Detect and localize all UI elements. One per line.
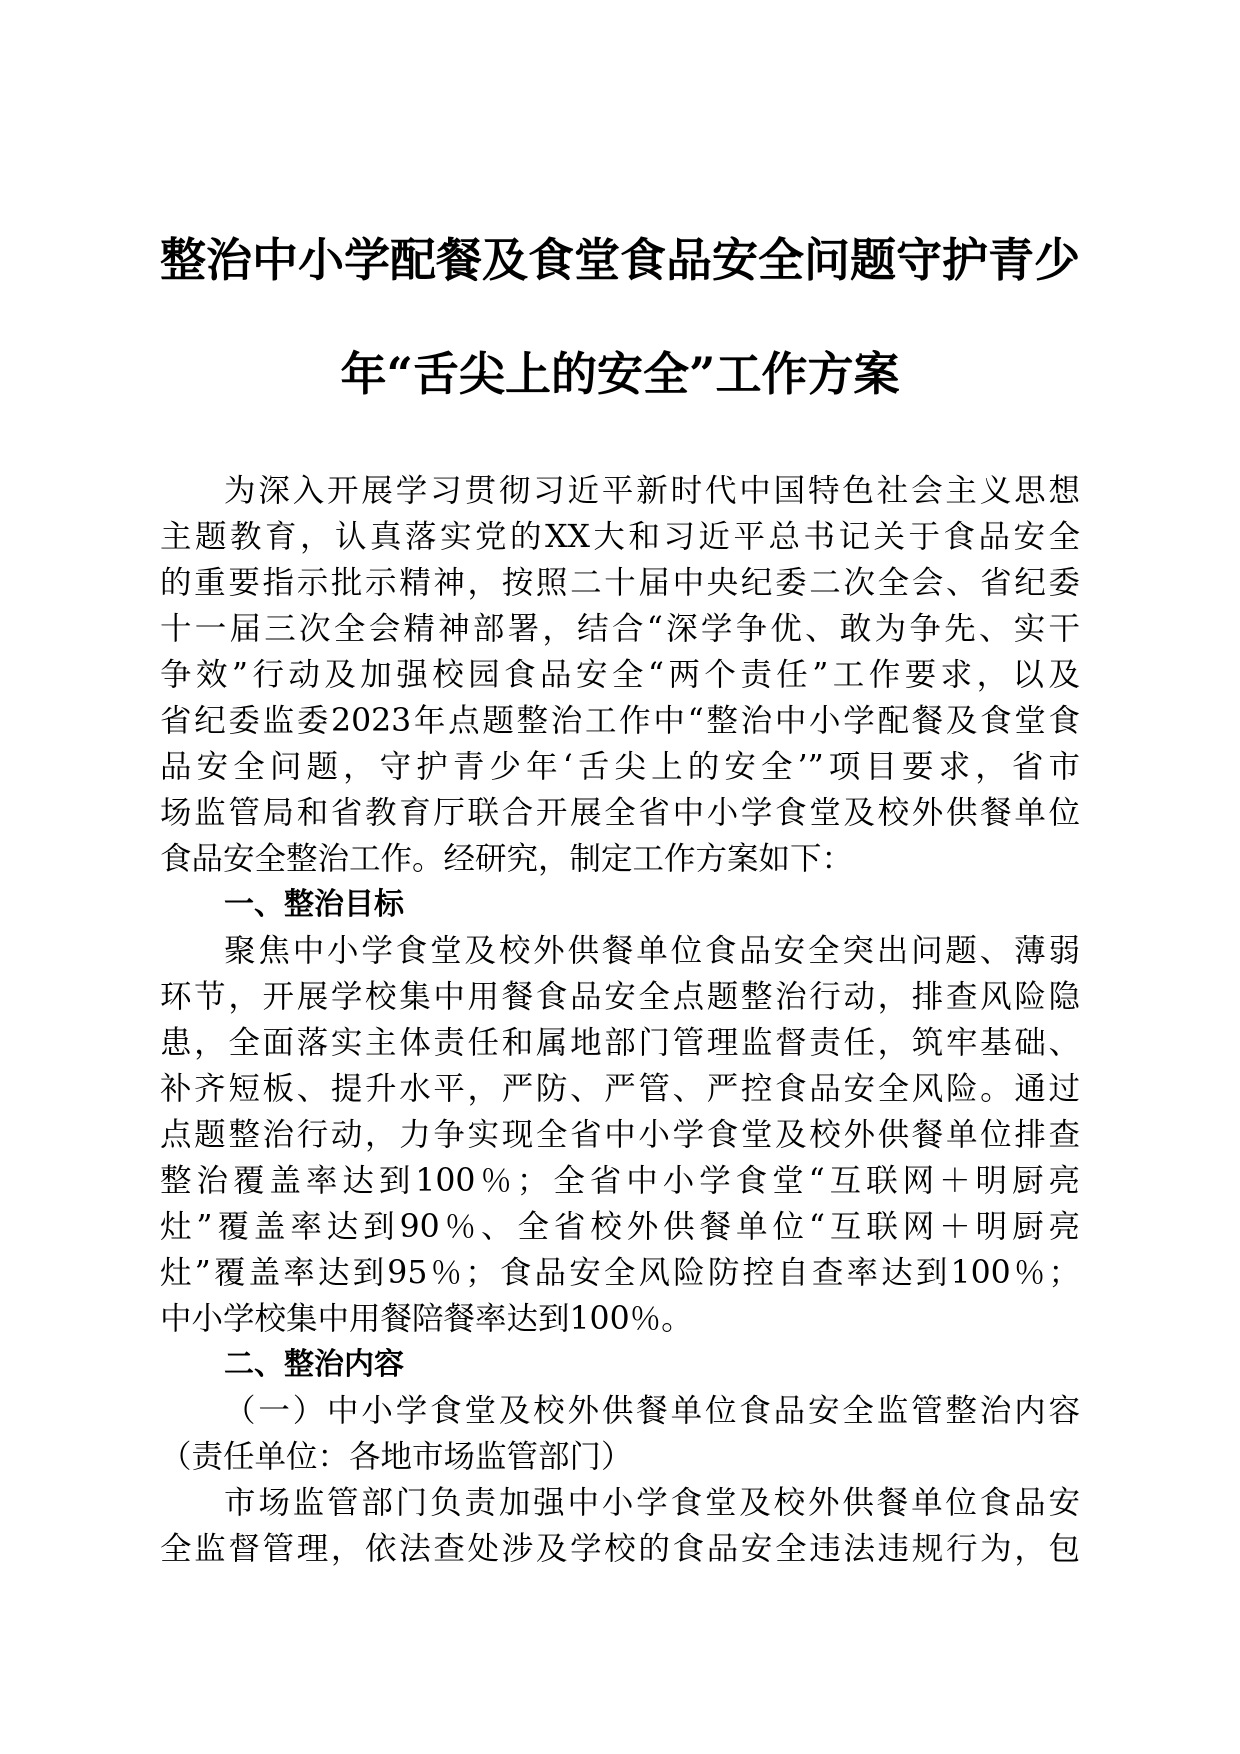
text-line: 争效”行动及加强校园食品安全“两个责任”工作要求，以及 [160, 657, 1080, 693]
text-line: 的重要指示批示精神，按照二十届中央纪委二次全会、省纪委 [160, 565, 1080, 601]
text-line: 中小学校集中用餐陪餐率达到100％。 [160, 1301, 693, 1337]
text-line: （责任单位：各地市场监管部门） [160, 1439, 633, 1475]
document-title-line-1: 整治中小学配餐及食堂食品安全问题守护青少 [160, 233, 1080, 287]
text-line: 灶”覆盖率达到95％；食品安全风险防控自查率达到100％； [160, 1255, 1080, 1291]
text-line: 全监督管理，依法查处涉及学校的食品安全违法违规行为，包 [160, 1531, 1080, 1567]
text-line: 聚焦中小学食堂及校外供餐单位食品安全突出问题、薄弱 [224, 933, 1080, 969]
section-heading-goals: 一、整治目标 [224, 887, 404, 922]
text-line: 省纪委监委2023年点题整治工作中“整治中小学配餐及食堂食 [160, 703, 1080, 739]
text-line: 患，全面落实主体责任和属地部门管理监督责任，筑牢基础、 [160, 1025, 1080, 1061]
text-line: 品安全问题，守护青少年‘舌尖上的安全’”项目要求，省市 [160, 749, 1080, 785]
text-line: 市场监管部门负责加强中小学食堂及校外供餐单位食品安 [224, 1485, 1080, 1521]
text-line: （一）中小学食堂及校外供餐单位食品安全监管整治内容 [224, 1393, 1080, 1429]
text-line: 十一届三次全会精神部署，结合“深学争优、敢为争先、实干 [160, 611, 1080, 647]
document-title-line-2: 年“舌尖上的安全”工作方案 [340, 347, 900, 401]
text-line: 主题教育，认真落实党的XX大和习近平总书记关于食品安全 [160, 519, 1080, 555]
text-line: 补齐短板、提升水平，严防、严管、严控食品安全风险。通过 [160, 1071, 1080, 1107]
text-line: 点题整治行动，力争实现全省中小学食堂及校外供餐单位排查 [160, 1117, 1080, 1153]
text-line: 为深入开展学习贯彻习近平新时代中国特色社会主义思想 [224, 473, 1080, 509]
text-line: 食品安全整治工作。经研究，制定工作方案如下： [160, 841, 854, 877]
section-heading-content: 二、整治内容 [224, 1347, 404, 1382]
text-line: 场监管局和省教育厅联合开展全省中小学食堂及校外供餐单位 [160, 795, 1080, 831]
text-line: 灶”覆盖率达到90％、全省校外供餐单位“互联网＋明厨亮 [160, 1209, 1080, 1245]
text-line: 环节，开展学校集中用餐食品安全点题整治行动，排查风险隐 [160, 979, 1080, 1015]
text-line: 整治覆盖率达到100％；全省中小学食堂“互联网＋明厨亮 [160, 1163, 1080, 1199]
